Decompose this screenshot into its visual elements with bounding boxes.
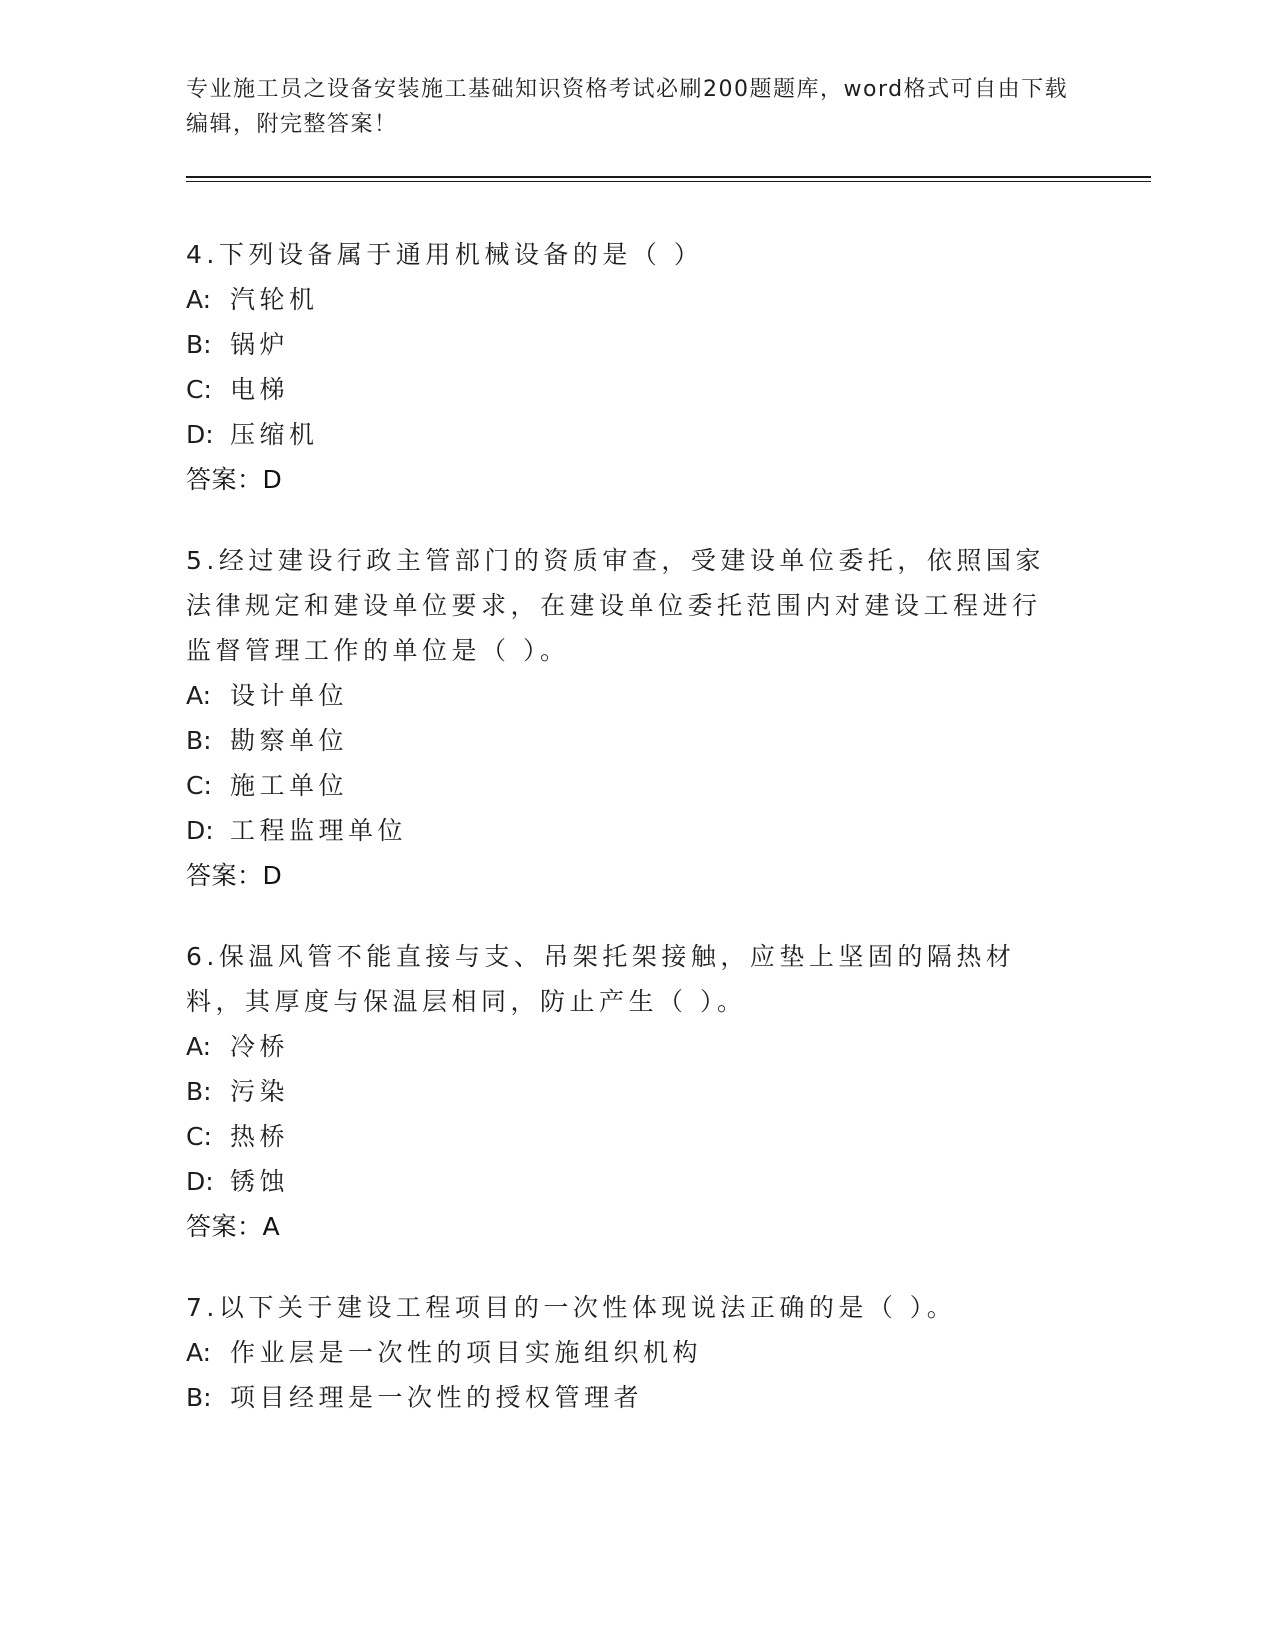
option-key: B: [186, 1383, 212, 1412]
option-key: A: [186, 681, 212, 710]
option-text: 污染 [230, 1077, 290, 1106]
option-key: B: [186, 726, 212, 755]
option-text: 锈蚀 [230, 1167, 290, 1196]
option-text: 冷桥 [230, 1032, 290, 1061]
option-text: 项目经理是一次性的授权管理者 [230, 1383, 644, 1412]
question-stem: 7.以下关于建设工程项目的一次性体现说法正确的是（ ）。 [186, 1293, 957, 1322]
option-key: D: [186, 816, 214, 845]
option-text: 施工单位 [230, 771, 349, 800]
option-b [186, 322, 1066, 367]
question-list [186, 232, 1066, 1456]
option-text: 作业层是一次性的项目实施组织机构 [230, 1338, 703, 1367]
answer-line: 答案：D [186, 465, 283, 494]
option-b [186, 1375, 1066, 1420]
question-5 [186, 538, 1066, 898]
answer-line: 答案：A [186, 1212, 281, 1241]
option-key: C: [186, 375, 212, 404]
option-text: 压缩机 [230, 420, 319, 449]
option-key: B: [186, 1077, 212, 1106]
option-key: A: [186, 285, 212, 314]
option-a [186, 1024, 1066, 1069]
option-c [186, 763, 1066, 808]
question-stem: 4.下列设备属于通用机械设备的是（ ） [186, 240, 704, 269]
option-text: 电梯 [230, 375, 290, 404]
option-text: 工程监理单位 [230, 816, 408, 845]
option-d [186, 412, 1066, 457]
option-key: A: [186, 1338, 212, 1367]
question-6 [186, 934, 1066, 1249]
option-c [186, 367, 1066, 412]
option-a [186, 1330, 1066, 1375]
option-text: 汽轮机 [230, 285, 319, 314]
option-d [186, 808, 1066, 853]
header-divider-thin [186, 181, 1151, 182]
option-text: 锅炉 [230, 330, 290, 359]
question-4 [186, 232, 1066, 502]
option-key: C: [186, 771, 212, 800]
question-stem: 5.经过建设行政主管部门的资质审查，受建设单位委托，依照国家法律规定和建设单位要求，在建设单位委托范围内对建设工程进行监督管理工作的单位是（ ）。 [186, 546, 1045, 665]
option-key: D: [186, 420, 214, 449]
option-d [186, 1159, 1066, 1204]
option-text: 勘察单位 [230, 726, 349, 755]
question-7 [186, 1285, 1066, 1420]
option-key: D: [186, 1167, 214, 1196]
document-header: 专业施工员之设备安装施工基础知识资格考试必刷200题题库，word格式可自由下载编辑，附完整答案！ [186, 77, 1069, 137]
question-stem: 6.保温风管不能直接与支、吊架托架接触，应垫上坚固的隔热材料，其厚度与保温层相同，防止产生（ ）。 [186, 942, 1016, 1016]
option-text: 热桥 [230, 1122, 290, 1151]
option-key: C: [186, 1122, 212, 1151]
option-key: A: [186, 1032, 212, 1061]
option-b [186, 1069, 1066, 1114]
option-key: B: [186, 330, 212, 359]
option-a [186, 673, 1066, 718]
header-divider-thick [186, 176, 1151, 178]
option-text: 设计单位 [230, 681, 349, 710]
option-a [186, 277, 1066, 322]
answer-line: 答案：D [186, 861, 283, 890]
option-b [186, 718, 1066, 763]
option-c [186, 1114, 1066, 1159]
